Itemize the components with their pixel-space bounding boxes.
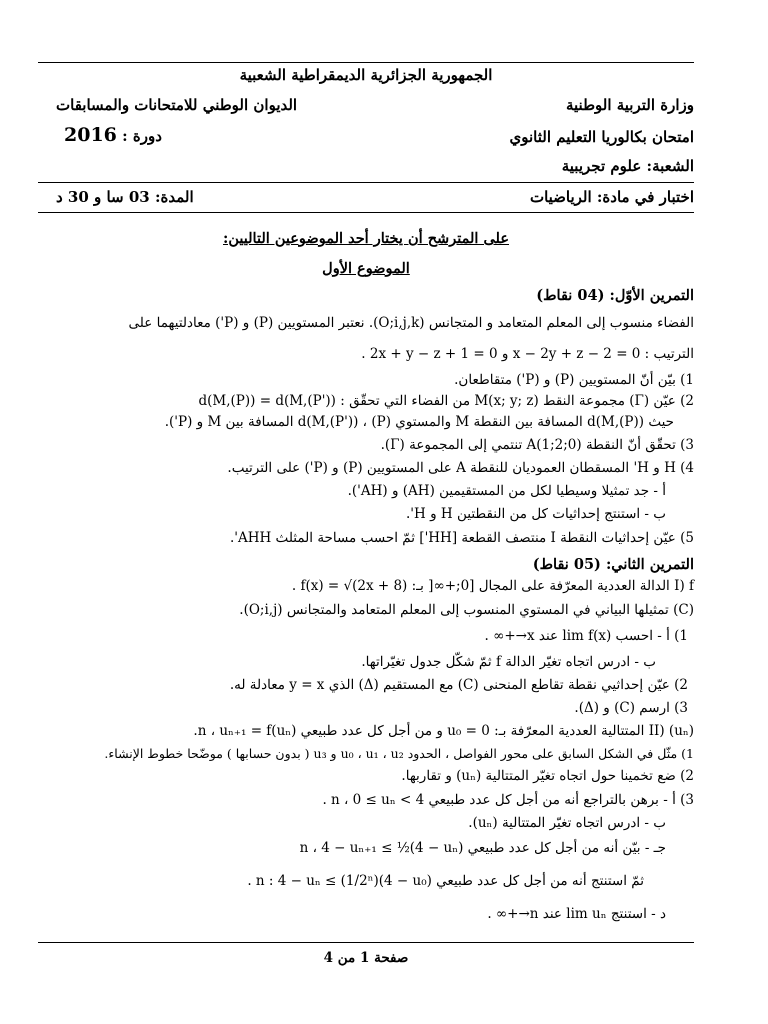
top-rule <box>38 62 694 63</box>
instruction: على المترشح أن يختار أحد الموضوعين التاليين: <box>223 230 509 247</box>
ministry-name: وزارة التربية الوطنية <box>565 96 694 114</box>
republic-title: الجمهورية الجزائرية الديمقراطية الشعبية <box>239 66 493 84</box>
subject-name: اختبار في مادة: الرياضيات <box>529 188 694 206</box>
office-name: الديوان الوطني للامتحانات والمسابقات <box>56 96 298 114</box>
ex2-ii3c2: ثمّ استنتج أنه من أجل كل عدد طبيعي n : 4 − uₙ ≤ (1/2ⁿ)(4 − u₀) . <box>247 873 644 889</box>
ex2-q3: 3) ارسم (C) و (Δ). <box>574 700 688 716</box>
ex1-line1: الفضاء منسوب إلى المعلم المتعامد و المتجانس (O;i,j,k). نعتبر المستويين (P) و (P') معادلتيهما على <box>128 315 694 331</box>
topic-title: الموضوع الأول <box>322 260 410 277</box>
ex2-q1b: ب - ادرس اتجاه تغيّر الدالة f ثمّ شكّل جدول تغيّراتها. <box>361 654 656 670</box>
header-rule <box>38 182 694 183</box>
ex2-ii3a: 3) أ - برهن بالتراجع أنه من أجل كل عدد طبيعي n ، 0 ≤ uₙ < 4 . <box>322 792 694 808</box>
ex1-q4a: أ - جد تمثيلا وسيطيا لكل من المستقيمين (AH) و (AH'). <box>347 483 666 499</box>
ex2-partII: II) (uₙ) المتتالية العددية المعرّفة بـ: u₀ = 0 و من أجل كل عدد طبيعي n ، uₙ₊₁ = f(uₙ). <box>193 723 694 739</box>
ex1-q3: 3) تحقّق أنّ النقطة A(1;2;0) تنتمي إلى المجموعة (Γ). <box>380 437 694 453</box>
exam-name: امتحان بكالوريا التعليم الثانوي <box>509 128 694 146</box>
ex2-q1a: 1) أ - احسب lim f(x) عند x→+∞ . <box>484 628 688 644</box>
duration: المدة: 03 سا و 30 د <box>56 188 194 206</box>
ex2-partI-b: (C) تمثيلها البياني في المستوي المنسوب إلى المعلم المتعامد والمتجانس (O;i,j). <box>239 602 694 618</box>
ex1-line2: الترتيب : x − 2y + z − 2 = 0 و 2x + y − z + 1 = 0 . <box>361 346 694 362</box>
ex1-q2: 2) عيّن (Γ) مجموعة النقط M(x; y; z) من الفضاء التي تحقّق : d(M,(P)) = d(M,(P')) <box>198 393 694 409</box>
ex2-title: التمرين الثاني: (05 نقاط) <box>532 556 694 573</box>
branch-name: الشعبة: علوم تجريبية <box>561 157 694 175</box>
session-year: 2016 <box>64 124 117 146</box>
ex1-q5: 5) عيّن إحداثيات النقطة I منتصف القطعة [HH'] ثمّ احسب مساحة المثلث AHH'. <box>229 530 694 546</box>
ex1-q4b: ب - استنتج إحداثيات كل من النقطتين H و H'. <box>405 506 666 522</box>
ex2-partI: I) f الدالة العددية المعرّفة على المجال [0;+∞[ بـ: f(x) = √(2x + 8) . <box>291 578 694 594</box>
ex1-q4: 4) H و H' المسقطان العموديان للنقطة A على المستويين (P) و (P') على الترتيب. <box>227 460 694 476</box>
ex2-ii3d: د - استنتج lim uₙ عند n→+∞ . <box>487 906 666 922</box>
ex2-ii3c: جـ - بيّن أنه من أجل كل عدد طبيعي n ، 4 − uₙ₊₁ ≤ ½(4 − uₙ) <box>299 840 666 856</box>
ex2-ii2: 2) ضع تخمينا حول اتجاه تغيّر المتتالية (uₙ) و تقاربها. <box>401 768 694 784</box>
session <box>64 124 162 146</box>
ex2-ii3b: ب - ادرس اتجاه تغيّر المتتالية (uₙ). <box>468 815 666 831</box>
ex1-q2b: حيث d(M,(P)) المسافة بين النقطة M والمستوي (P) ، d(M,(P')) المسافة بين M و (P'). <box>164 414 674 430</box>
session-label: دورة : <box>122 127 162 145</box>
page-number: صفحة 1 من 4 <box>323 950 409 966</box>
subject-rule <box>38 212 694 213</box>
ex1-q1: 1) بيّن أنّ المستويين (P) و (P') متقاطعان. <box>454 372 694 388</box>
footer-rule <box>38 942 694 943</box>
ex1-title: التمرين الأوّل: (04 نقاط) <box>536 287 694 304</box>
ex2-ii1: 1) مثّل في الشكل السابق على محور الفواصل ، الحدود u₀ ، u₁ ، u₂ و u₃ ( بدون حسابها ) موضّحا خطوط الإنشاء. <box>104 746 694 761</box>
ex2-q2: 2) عيّن إحداثيي نقطة تقاطع المنحنى (C) مع المستقيم (Δ) الذي y = x معادلة له. <box>229 677 688 693</box>
exam-page <box>38 0 694 1024</box>
